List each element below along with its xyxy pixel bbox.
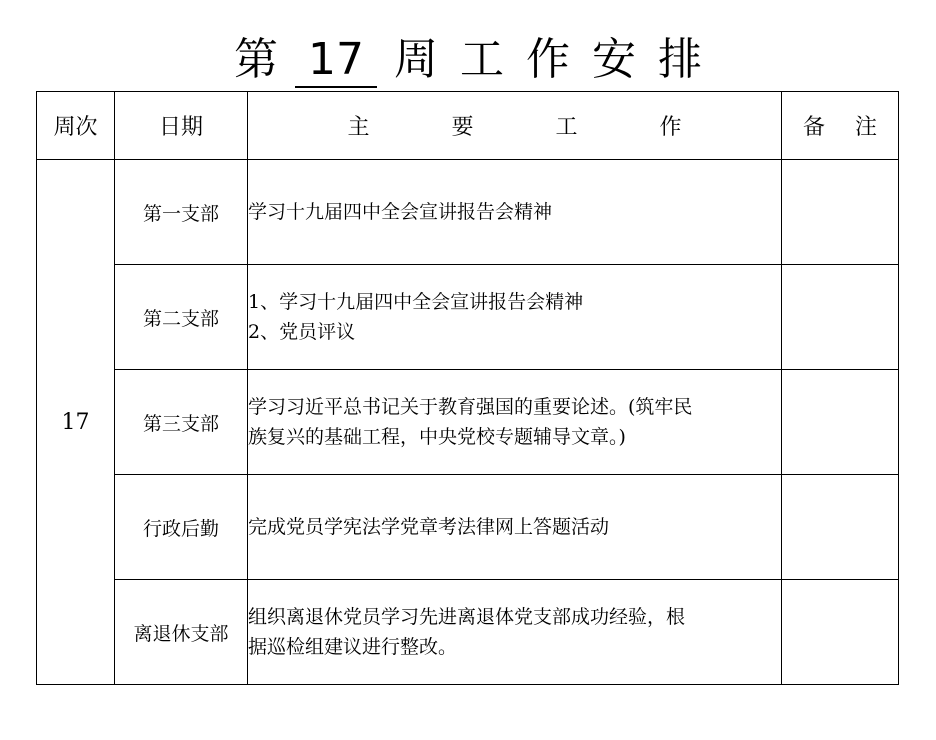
- remark-cell: [782, 475, 899, 580]
- title-char-3: 作: [526, 34, 570, 85]
- title-prefix: 第: [234, 34, 278, 85]
- table-row: [37, 265, 899, 370]
- work-line: 族复兴的基础工程，中央党校专题辅导文章。): [248, 426, 626, 448]
- header-remarks-char-1: 备: [802, 115, 825, 140]
- table-row: [37, 580, 899, 685]
- remark-cell: [782, 160, 899, 265]
- work-line: 学习十九届四中全会宣讲报告会精神: [248, 201, 553, 223]
- title-char-1: 周: [394, 34, 438, 85]
- work-cell: [248, 265, 782, 370]
- table-row: [37, 475, 899, 580]
- dept-cell: 离退休支部: [115, 580, 248, 685]
- week-cell: 17: [37, 160, 115, 685]
- header-remarks-char-2: 注: [855, 115, 878, 140]
- title-char-2: 工: [460, 34, 504, 85]
- header-main-work-char-1: 主: [347, 115, 370, 140]
- header-main-work-char-3: 工: [555, 115, 578, 140]
- remark-cell: [782, 580, 899, 685]
- title-char-5: 排: [658, 34, 702, 85]
- dept-cell: 第一支部: [115, 160, 248, 265]
- work-line: 完成党员学宪法学党章考法律网上答题活动: [248, 516, 610, 538]
- table-row: [37, 370, 899, 475]
- header-remarks: [782, 92, 899, 160]
- table-row: [37, 160, 899, 265]
- title-char-4: 安: [592, 34, 636, 85]
- work-line: 2、党员评议: [248, 321, 356, 343]
- dept-cell: 第三支部: [115, 370, 248, 475]
- header-week: 周次: [37, 92, 115, 160]
- remark-cell: [782, 265, 899, 370]
- header-main-work: [248, 92, 782, 160]
- header-date: 日期: [115, 92, 248, 160]
- work-cell: [248, 475, 782, 580]
- page-title: [0, 30, 936, 90]
- work-cell: [248, 580, 782, 685]
- header-main-work-char-4: 作: [659, 115, 682, 140]
- schedule-table: [36, 91, 899, 685]
- work-line: 学习习近平总书记关于教育强国的重要论述。(筑牢民: [248, 396, 693, 418]
- title-week-number: 17: [295, 34, 377, 88]
- dept-cell: 行政后勤: [115, 475, 248, 580]
- work-line: 组织离退休党员学习先进离退体党支部成功经验，根: [248, 606, 686, 628]
- remark-cell: [782, 370, 899, 475]
- work-cell: [248, 160, 782, 265]
- dept-cell: 第二支部: [115, 265, 248, 370]
- header-row: [37, 92, 899, 160]
- work-line: 1、学习十九届四中全会宣讲报告会精神: [248, 291, 584, 313]
- work-line: 据巡检组建议进行整改。: [248, 636, 458, 658]
- header-main-work-char-2: 要: [451, 115, 474, 140]
- work-cell: [248, 370, 782, 475]
